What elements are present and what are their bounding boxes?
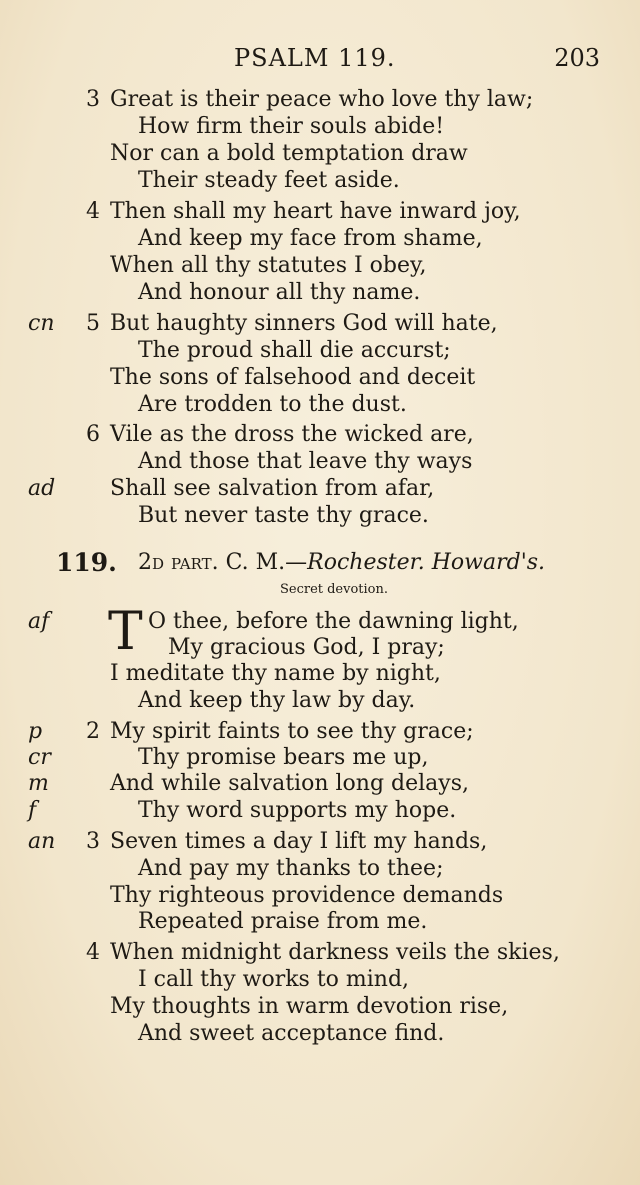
- performance-mark: p: [28, 719, 43, 744]
- verse-line: [0, 882, 640, 909]
- verse-line: [0, 113, 640, 140]
- verse-text: Are trodden to the dust.: [138, 392, 407, 417]
- verse-line: [0, 364, 640, 391]
- verse-text: And keep my face from shame,: [138, 226, 483, 251]
- verse-line: [0, 797, 640, 824]
- verse-text: And while salvation long delays,: [110, 771, 469, 796]
- verse-text: And those that leave thy ways: [138, 449, 473, 474]
- verse-line: [0, 337, 640, 364]
- verse-line: [0, 502, 640, 529]
- hymn-meter: C. M.—: [225, 550, 308, 575]
- verse-line: [0, 855, 640, 882]
- hymn-tunes: Rochester. Howard's.: [307, 550, 546, 575]
- verse-line: [0, 718, 640, 745]
- verse-text: My thoughts in warm devotion rise,: [110, 994, 509, 1019]
- performance-mark: cn: [28, 311, 55, 336]
- verse-line: [0, 279, 640, 306]
- performance-mark: m: [28, 771, 49, 796]
- verse-text: Vile as the dross the wicked are,: [110, 422, 474, 447]
- verse-text: Their steady feet aside.: [138, 168, 400, 193]
- verse-text: But haughty sinners God will hate,: [110, 311, 498, 336]
- verse-line: [0, 908, 640, 935]
- verse-text: Great is their peace who love thy law;: [110, 87, 534, 112]
- running-title: PSALM 119.: [234, 44, 396, 72]
- verse-line: [0, 421, 640, 448]
- hymn-heading: [0, 548, 640, 578]
- verse-line: [0, 86, 640, 113]
- performance-mark: ad: [28, 476, 56, 501]
- verse-text: O thee, before the dawning light,: [148, 609, 519, 634]
- verse-line: [0, 391, 640, 418]
- verse-line: [0, 475, 640, 502]
- hymn-part: 2d part.: [138, 550, 219, 575]
- verse-text: When midnight darkness veils the skies,: [110, 940, 560, 965]
- verse-text: Thy righteous providence demands: [110, 883, 504, 908]
- verse-text: My gracious God, I pray;: [168, 635, 445, 660]
- verse-line: [0, 608, 640, 635]
- hymn-subtitle: Secret devotion.: [279, 582, 389, 597]
- stanza-number: 3: [86, 87, 100, 112]
- verse-line: [0, 167, 640, 194]
- verse-text: But never taste thy grace.: [138, 503, 429, 528]
- verse-text: I meditate thy name by night,: [110, 661, 441, 686]
- verse-text: Seven times a day I lift my hands,: [110, 829, 488, 854]
- verse-line: [0, 966, 640, 993]
- verse-text: When all thy statutes I obey,: [110, 253, 427, 278]
- verse-line: [0, 252, 640, 279]
- performance-mark: f: [28, 798, 37, 823]
- stanza-number: 4: [86, 940, 100, 965]
- verse-text: Repeated praise from me.: [138, 909, 428, 934]
- verse-line: [0, 140, 640, 167]
- verse-text: The proud shall die accurst;: [138, 338, 451, 363]
- verse-line: [0, 770, 640, 797]
- verse-text: The sons of falsehood and deceit: [110, 365, 476, 390]
- verse-text: And honour all thy name.: [138, 280, 421, 305]
- verse-text: Thy promise bears me up,: [138, 745, 429, 770]
- stanza-number: 4: [86, 199, 100, 224]
- stanza-number: 2: [86, 719, 100, 744]
- stanza-number: 3: [86, 829, 100, 854]
- verse-line: [0, 660, 640, 687]
- performance-mark: cr: [28, 745, 51, 770]
- performance-mark: af: [28, 609, 50, 634]
- verse-text: And sweet acceptance find.: [138, 1021, 445, 1046]
- verse-text: Thy word supports my hope.: [138, 798, 457, 823]
- verse-text: My spirit faints to see thy grace;: [110, 719, 474, 744]
- page-header: [0, 44, 640, 78]
- verse-text: Then shall my heart have inward joy,: [110, 199, 521, 224]
- verse-line: [0, 939, 640, 966]
- performance-mark: an: [28, 829, 56, 854]
- stanza-number: 6: [86, 422, 100, 447]
- verse-line: [0, 310, 640, 337]
- verse-line: [0, 198, 640, 225]
- hymn-meta: [138, 548, 545, 578]
- hymn-number: 119.: [56, 548, 117, 577]
- verse-line: [0, 993, 640, 1020]
- verse-text: How firm their souls abide!: [138, 114, 445, 139]
- verse-line: [0, 1020, 640, 1047]
- verse-text: I call thy works to mind,: [138, 967, 410, 992]
- drop-cap: T: [108, 602, 143, 662]
- verse-text: And pay my thanks to thee;: [138, 856, 444, 881]
- verse-line: [0, 687, 640, 714]
- verse-line: [0, 828, 640, 855]
- verse-line: [0, 448, 640, 475]
- verse-text: Shall see salvation from afar,: [110, 476, 435, 501]
- verse-text: Nor can a bold temptation draw: [110, 141, 468, 166]
- stanza-number: 5: [86, 311, 100, 336]
- page-number: 203: [554, 44, 600, 72]
- verse-line: [0, 225, 640, 252]
- verse-text: And keep thy law by day.: [138, 688, 416, 713]
- verse-line: [0, 744, 640, 771]
- verse-line: [0, 634, 640, 661]
